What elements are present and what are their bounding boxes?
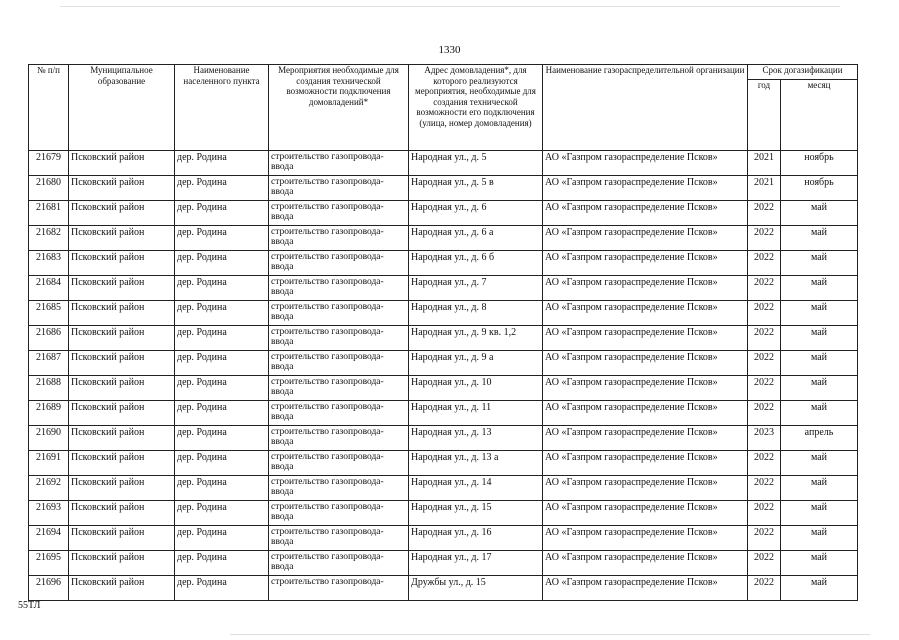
row-month: май bbox=[781, 226, 858, 251]
row-gas-org: АО «Газпром газораспределение Псков» bbox=[543, 301, 748, 326]
table-row bbox=[29, 401, 858, 426]
row-month: апрель bbox=[781, 426, 858, 451]
row-year: 2022 bbox=[748, 476, 781, 501]
row-number: 21693 bbox=[29, 501, 69, 526]
row-settlement: дер. Родина bbox=[175, 151, 269, 176]
row-address: Народная ул., д. 5 bbox=[409, 151, 543, 176]
row-year: 2022 bbox=[748, 251, 781, 276]
row-number: 21692 bbox=[29, 476, 69, 501]
row-settlement: дер. Родина bbox=[175, 401, 269, 426]
header-num: № п/п bbox=[29, 65, 69, 151]
row-gas-org: АО «Газпром газораспределение Псков» bbox=[543, 351, 748, 376]
row-municipality: Псковский район bbox=[69, 401, 175, 426]
row-gas-org: АО «Газпром газораспределение Псков» bbox=[543, 226, 748, 251]
row-number: 21681 bbox=[29, 201, 69, 226]
row-measure: строительство газопровода- bbox=[269, 576, 409, 601]
row-number: 21684 bbox=[29, 276, 69, 301]
table-body bbox=[29, 151, 858, 601]
row-address: Народная ул., д. 10 bbox=[409, 376, 543, 401]
row-settlement: дер. Родина bbox=[175, 276, 269, 301]
row-year: 2022 bbox=[748, 326, 781, 351]
table-row bbox=[29, 501, 858, 526]
table-row bbox=[29, 151, 858, 176]
row-settlement: дер. Родина bbox=[175, 476, 269, 501]
row-measure: строительство газопровода-ввода bbox=[269, 326, 409, 351]
table-row bbox=[29, 301, 858, 326]
header-year: год bbox=[748, 80, 781, 151]
row-municipality: Псковский район bbox=[69, 476, 175, 501]
row-number: 21687 bbox=[29, 351, 69, 376]
row-gas-org: АО «Газпром газораспределение Псков» bbox=[543, 401, 748, 426]
row-settlement: дер. Родина bbox=[175, 351, 269, 376]
row-gas-org: АО «Газпром газораспределение Псков» bbox=[543, 151, 748, 176]
table-row bbox=[29, 426, 858, 451]
row-month: май bbox=[781, 476, 858, 501]
header-gas-org: Наименование газораспределительной организации bbox=[543, 65, 748, 151]
row-municipality: Псковский район bbox=[69, 176, 175, 201]
row-municipality: Псковский район bbox=[69, 301, 175, 326]
row-month: май bbox=[781, 501, 858, 526]
row-address: Народная ул., д. 8 bbox=[409, 301, 543, 326]
row-municipality: Псковский район bbox=[69, 276, 175, 301]
row-measure: строительство газопровода-ввода bbox=[269, 151, 409, 176]
row-measure: строительство газопровода-ввода bbox=[269, 351, 409, 376]
row-year: 2022 bbox=[748, 526, 781, 551]
row-measure: строительство газопровода-ввода bbox=[269, 276, 409, 301]
row-number: 21688 bbox=[29, 376, 69, 401]
row-municipality: Псковский район bbox=[69, 326, 175, 351]
row-year: 2022 bbox=[748, 226, 781, 251]
row-municipality: Псковский район bbox=[69, 551, 175, 576]
row-month: май bbox=[781, 576, 858, 601]
row-year: 2022 bbox=[748, 351, 781, 376]
table-row bbox=[29, 201, 858, 226]
row-year: 2022 bbox=[748, 276, 781, 301]
table-row bbox=[29, 376, 858, 401]
row-month: май bbox=[781, 451, 858, 476]
row-address: Народная ул., д. 9 кв. 1,2 bbox=[409, 326, 543, 351]
row-gas-org: АО «Газпром газораспределение Псков» bbox=[543, 376, 748, 401]
row-number: 21682 bbox=[29, 226, 69, 251]
row-settlement: дер. Родина bbox=[175, 501, 269, 526]
table-row bbox=[29, 176, 858, 201]
scan-artifact-top bbox=[60, 6, 840, 7]
row-number: 21696 bbox=[29, 576, 69, 601]
table-row bbox=[29, 526, 858, 551]
row-address: Дружбы ул., д. 15 bbox=[409, 576, 543, 601]
row-address: Народная ул., д. 14 bbox=[409, 476, 543, 501]
row-municipality: Псковский район bbox=[69, 451, 175, 476]
row-number: 21680 bbox=[29, 176, 69, 201]
row-number: 21683 bbox=[29, 251, 69, 276]
row-measure: строительство газопровода-ввода bbox=[269, 476, 409, 501]
row-year: 2022 bbox=[748, 501, 781, 526]
row-measure: строительство газопровода-ввода bbox=[269, 526, 409, 551]
row-address: Народная ул., д. 6 б bbox=[409, 251, 543, 276]
header-month: месяц bbox=[781, 80, 858, 151]
row-municipality: Псковский район bbox=[69, 501, 175, 526]
row-settlement: дер. Родина bbox=[175, 326, 269, 351]
row-month: май bbox=[781, 351, 858, 376]
row-municipality: Псковский район bbox=[69, 201, 175, 226]
row-month: май bbox=[781, 526, 858, 551]
row-gas-org: АО «Газпром газораспределение Псков» bbox=[543, 201, 748, 226]
table-row bbox=[29, 226, 858, 251]
row-gas-org: АО «Газпром газораспределение Псков» bbox=[543, 576, 748, 601]
row-address: Народная ул., д. 5 в bbox=[409, 176, 543, 201]
row-year: 2022 bbox=[748, 376, 781, 401]
row-settlement: дер. Родина bbox=[175, 301, 269, 326]
row-gas-org: АО «Газпром газораспределение Псков» bbox=[543, 176, 748, 201]
row-month: ноябрь bbox=[781, 176, 858, 201]
row-month: ноябрь bbox=[781, 151, 858, 176]
row-number: 21686 bbox=[29, 326, 69, 351]
row-year: 2022 bbox=[748, 576, 781, 601]
row-year: 2021 bbox=[748, 151, 781, 176]
row-year: 2022 bbox=[748, 551, 781, 576]
row-settlement: дер. Родина bbox=[175, 226, 269, 251]
header-address: Адрес домовладения*, для которого реализуются мероприятия, необходимые для создания технической возможности его подключения (улица, номер домовладения) bbox=[409, 65, 543, 151]
row-address: Народная ул., д. 15 bbox=[409, 501, 543, 526]
row-year: 2022 bbox=[748, 401, 781, 426]
row-settlement: дер. Родина bbox=[175, 526, 269, 551]
row-measure: строительство газопровода-ввода bbox=[269, 301, 409, 326]
table-row bbox=[29, 551, 858, 576]
row-year: 2023 bbox=[748, 426, 781, 451]
row-measure: строительство газопровода-ввода bbox=[269, 501, 409, 526]
row-measure: строительство газопровода-ввода bbox=[269, 376, 409, 401]
row-municipality: Псковский район bbox=[69, 251, 175, 276]
row-measure: строительство газопровода-ввода bbox=[269, 551, 409, 576]
row-gas-org: АО «Газпром газораспределение Псков» bbox=[543, 476, 748, 501]
row-address: Народная ул., д. 13 а bbox=[409, 451, 543, 476]
row-year: 2022 bbox=[748, 451, 781, 476]
row-measure: строительство газопровода-ввода bbox=[269, 201, 409, 226]
row-gas-org: АО «Газпром газораспределение Псков» bbox=[543, 526, 748, 551]
row-address: Народная ул., д. 16 bbox=[409, 526, 543, 551]
row-measure: строительство газопровода-ввода bbox=[269, 401, 409, 426]
page-number: 1330 bbox=[438, 44, 461, 56]
row-month: май bbox=[781, 551, 858, 576]
row-year: 2022 bbox=[748, 201, 781, 226]
row-measure: строительство газопровода-ввода bbox=[269, 426, 409, 451]
row-gas-org: АО «Газпром газораспределение Псков» bbox=[543, 451, 748, 476]
header-municipality: Муниципальное образование bbox=[69, 65, 175, 151]
row-month: май bbox=[781, 276, 858, 301]
row-gas-org: АО «Газпром газораспределение Псков» bbox=[543, 501, 748, 526]
row-address: Народная ул., д. 9 а bbox=[409, 351, 543, 376]
row-address: Народная ул., д. 6 а bbox=[409, 226, 543, 251]
row-municipality: Псковский район bbox=[69, 426, 175, 451]
row-number: 21679 bbox=[29, 151, 69, 176]
row-address: Народная ул., д. 7 bbox=[409, 276, 543, 301]
row-number: 21685 bbox=[29, 301, 69, 326]
row-settlement: дер. Родина bbox=[175, 426, 269, 451]
row-address: Народная ул., д. 6 bbox=[409, 201, 543, 226]
row-settlement: дер. Родина bbox=[175, 451, 269, 476]
table-row bbox=[29, 476, 858, 501]
footer-code: 55ТЛ bbox=[18, 600, 41, 611]
row-municipality: Псковский район bbox=[69, 376, 175, 401]
row-gas-org: АО «Газпром газораспределение Псков» bbox=[543, 276, 748, 301]
table-row bbox=[29, 326, 858, 351]
row-number: 21689 bbox=[29, 401, 69, 426]
row-municipality: Псковский район bbox=[69, 576, 175, 601]
table-row bbox=[29, 251, 858, 276]
row-settlement: дер. Родина bbox=[175, 201, 269, 226]
header-settlement: Наименование населенного пункта bbox=[175, 65, 269, 151]
row-settlement: дер. Родина bbox=[175, 551, 269, 576]
row-municipality: Псковский район bbox=[69, 351, 175, 376]
row-gas-org: АО «Газпром газораспределение Псков» bbox=[543, 326, 748, 351]
table-row bbox=[29, 576, 858, 601]
row-month: май bbox=[781, 201, 858, 226]
row-number: 21690 bbox=[29, 426, 69, 451]
row-settlement: дер. Родина bbox=[175, 576, 269, 601]
table-row bbox=[29, 276, 858, 301]
row-settlement: дер. Родина bbox=[175, 176, 269, 201]
row-number: 21694 bbox=[29, 526, 69, 551]
row-year: 2022 bbox=[748, 301, 781, 326]
row-year: 2021 bbox=[748, 176, 781, 201]
row-number: 21691 bbox=[29, 451, 69, 476]
row-number: 21695 bbox=[29, 551, 69, 576]
row-measure: строительство газопровода-ввода bbox=[269, 251, 409, 276]
row-municipality: Псковский район bbox=[69, 526, 175, 551]
row-month: май bbox=[781, 301, 858, 326]
row-municipality: Псковский район bbox=[69, 151, 175, 176]
row-month: май bbox=[781, 251, 858, 276]
table-row bbox=[29, 451, 858, 476]
row-measure: строительство газопровода-ввода bbox=[269, 176, 409, 201]
header-term: Срок догазификации bbox=[748, 65, 858, 80]
row-month: май bbox=[781, 376, 858, 401]
scan-artifact-bottom bbox=[230, 634, 870, 635]
row-gas-org: АО «Газпром газораспределение Псков» bbox=[543, 551, 748, 576]
row-settlement: дер. Родина bbox=[175, 251, 269, 276]
row-measure: строительство газопровода-ввода bbox=[269, 226, 409, 251]
row-address: Народная ул., д. 17 bbox=[409, 551, 543, 576]
row-address: Народная ул., д. 11 bbox=[409, 401, 543, 426]
row-month: май bbox=[781, 401, 858, 426]
table-row bbox=[29, 351, 858, 376]
gasification-table bbox=[28, 64, 858, 601]
row-month: май bbox=[781, 326, 858, 351]
row-gas-org: АО «Газпром газораспределение Псков» bbox=[543, 251, 748, 276]
row-municipality: Псковский район bbox=[69, 226, 175, 251]
row-measure: строительство газопровода-ввода bbox=[269, 451, 409, 476]
row-settlement: дер. Родина bbox=[175, 376, 269, 401]
row-gas-org: АО «Газпром газораспределение Псков» bbox=[543, 426, 748, 451]
row-address: Народная ул., д. 13 bbox=[409, 426, 543, 451]
header-measures: Мероприятия необходимые для создания технической возможности подключения домовладений* bbox=[269, 65, 409, 151]
